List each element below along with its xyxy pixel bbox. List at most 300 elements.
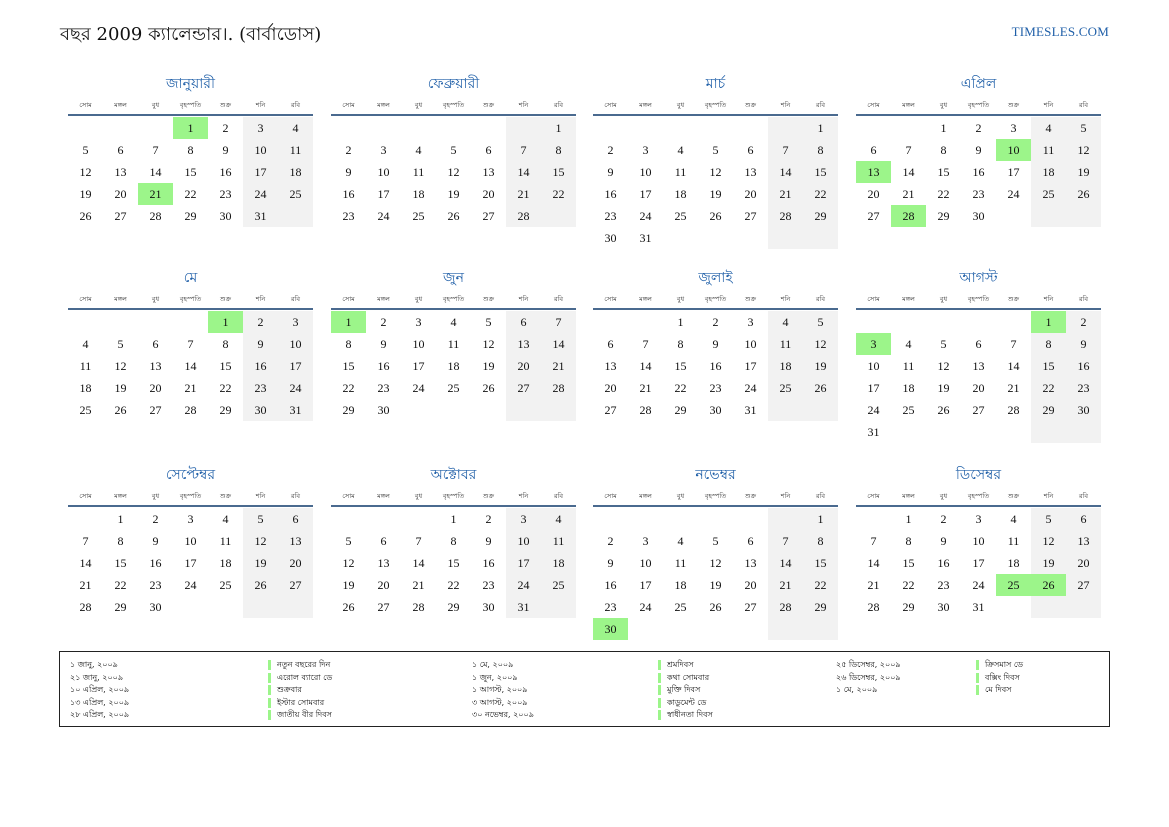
day-cell[interactable]: 5 xyxy=(1031,508,1066,530)
day-cell[interactable]: 17 xyxy=(506,552,541,574)
day-cell[interactable]: 14 xyxy=(412,556,425,570)
day-cell[interactable]: 30 xyxy=(149,600,162,614)
day-cell[interactable]: 1 xyxy=(331,311,366,333)
day-cell[interactable]: 12 xyxy=(243,530,278,552)
day-cell[interactable]: 22 xyxy=(803,574,838,596)
day-cell[interactable]: 23 xyxy=(1066,377,1101,399)
day-cell[interactable]: 5 xyxy=(712,143,719,157)
day-cell[interactable]: 26 xyxy=(1066,183,1101,205)
day-cell[interactable]: 1 xyxy=(905,512,912,526)
day-cell[interactable]: 30 xyxy=(937,600,950,614)
day-cell[interactable]: 13 xyxy=(149,359,162,373)
day-cell[interactable]: 25 xyxy=(541,574,576,596)
day-cell[interactable]: 22 xyxy=(541,183,576,205)
day-cell[interactable]: 19 xyxy=(342,578,355,592)
day-cell[interactable]: 5 xyxy=(803,311,838,333)
day-cell[interactable]: 1 xyxy=(541,117,576,139)
day-cell[interactable]: 31 xyxy=(506,596,541,618)
day-cell[interactable]: 8 xyxy=(940,143,947,157)
day-cell[interactable]: 18 xyxy=(1031,161,1066,183)
day-cell[interactable]: 24 xyxy=(278,377,313,399)
day-cell[interactable]: 8 xyxy=(677,337,684,351)
day-cell[interactable]: 5 xyxy=(940,337,947,351)
day-cell[interactable]: 7 xyxy=(541,311,576,333)
day-cell[interactable]: 13 xyxy=(744,556,757,570)
day-cell[interactable]: 1 xyxy=(940,121,947,135)
day-cell[interactable]: 30 xyxy=(243,399,278,421)
day-cell[interactable]: 22 xyxy=(219,381,232,395)
day-cell[interactable]: 8 xyxy=(117,534,124,548)
day-cell[interactable]: 29 xyxy=(803,205,838,227)
day-cell[interactable]: 12 xyxy=(79,165,92,179)
day-cell[interactable]: 13 xyxy=(506,333,541,355)
day-cell[interactable]: 25 xyxy=(447,381,460,395)
day-cell[interactable]: 18 xyxy=(1007,556,1020,570)
day-cell[interactable]: 26 xyxy=(482,381,495,395)
day-cell[interactable]: 2 xyxy=(607,143,614,157)
day-cell[interactable]: 31 xyxy=(278,399,313,421)
day-cell[interactable]: 10 xyxy=(278,333,313,355)
day-cell[interactable]: 23 xyxy=(219,187,232,201)
day-cell[interactable]: 24 xyxy=(744,381,757,395)
day-cell[interactable]: 23 xyxy=(342,209,355,223)
day-cell[interactable]: 14 xyxy=(639,359,652,373)
day-cell[interactable]: 4 xyxy=(1010,512,1017,526)
day-cell[interactable]: 14 xyxy=(768,161,803,183)
day-cell[interactable]: 23 xyxy=(149,578,162,592)
day-cell[interactable]: 27 xyxy=(1066,574,1101,596)
day-cell[interactable]: 6 xyxy=(975,337,982,351)
day-cell[interactable]: 20 xyxy=(278,552,313,574)
day-cell[interactable]: 3 xyxy=(243,117,278,139)
day-cell[interactable]: 20 xyxy=(149,381,162,395)
day-cell[interactable]: 20 xyxy=(744,578,757,592)
day-cell[interactable]: 8 xyxy=(541,139,576,161)
day-cell[interactable]: 22 xyxy=(447,578,460,592)
day-cell[interactable]: 18 xyxy=(674,578,687,592)
day-cell[interactable]: 6 xyxy=(278,508,313,530)
day-cell[interactable]: 13 xyxy=(604,359,617,373)
day-cell[interactable]: 21 xyxy=(768,183,803,205)
day-cell[interactable]: 6 xyxy=(506,311,541,333)
day-cell[interactable]: 9 xyxy=(712,337,719,351)
day-cell[interactable]: 15 xyxy=(674,359,687,373)
day-cell[interactable]: 8 xyxy=(1031,333,1066,355)
day-cell[interactable]: 17 xyxy=(1007,165,1020,179)
day-cell[interactable]: 9 xyxy=(222,143,229,157)
day-cell[interactable]: 13 xyxy=(114,165,127,179)
day-cell[interactable]: 2 xyxy=(222,121,229,135)
day-cell[interactable]: 9 xyxy=(1066,333,1101,355)
day-cell[interactable]: 24 xyxy=(972,578,985,592)
day-cell[interactable]: 20 xyxy=(972,381,985,395)
day-cell[interactable]: 7 xyxy=(905,143,912,157)
day-cell[interactable]: 11 xyxy=(219,534,232,548)
day-cell[interactable]: 9 xyxy=(243,333,278,355)
day-cell[interactable]: 18 xyxy=(447,359,460,373)
day-cell[interactable]: 27 xyxy=(149,403,162,417)
day-cell[interactable]: 14 xyxy=(768,552,803,574)
day-cell[interactable]: 16 xyxy=(219,165,232,179)
day-cell[interactable]: 30 xyxy=(604,231,617,245)
day-cell[interactable]: 13 xyxy=(482,165,495,179)
day-cell[interactable]: 16 xyxy=(604,578,617,592)
day-cell[interactable]: 10 xyxy=(972,534,985,548)
day-cell[interactable]: 6 xyxy=(747,534,754,548)
day-cell[interactable]: 14 xyxy=(867,556,880,570)
day-cell[interactable]: 7 xyxy=(768,530,803,552)
day-cell[interactable]: 24 xyxy=(184,578,197,592)
day-cell[interactable]: 13 xyxy=(377,556,390,570)
day-cell[interactable]: 31 xyxy=(639,231,652,245)
day-cell[interactable]: 15 xyxy=(902,556,915,570)
day-cell[interactable]: 20 xyxy=(482,187,495,201)
day-cell[interactable]: 13 xyxy=(744,165,757,179)
day-cell[interactable]: 7 xyxy=(82,534,89,548)
day-cell[interactable]: 1 xyxy=(117,512,124,526)
day-cell[interactable]: 6 xyxy=(380,534,387,548)
day-cell[interactable]: 19 xyxy=(803,355,838,377)
day-cell[interactable]: 29 xyxy=(803,596,838,618)
day-cell[interactable]: 26 xyxy=(709,209,722,223)
day-cell[interactable]: 9 xyxy=(152,534,159,548)
site-link[interactable]: TIMESLES.COM xyxy=(1011,24,1109,39)
day-cell[interactable]: 6 xyxy=(152,337,159,351)
day-cell[interactable]: 5 xyxy=(243,508,278,530)
day-cell[interactable]: 7 xyxy=(415,534,422,548)
day-cell[interactable]: 16 xyxy=(243,355,278,377)
day-cell[interactable]: 16 xyxy=(342,187,355,201)
day-cell[interactable]: 28 xyxy=(412,600,425,614)
day-cell[interactable]: 9 xyxy=(975,143,982,157)
day-cell[interactable]: 19 xyxy=(243,552,278,574)
day-cell[interactable]: 25 xyxy=(674,209,687,223)
day-cell[interactable]: 6 xyxy=(607,337,614,351)
day-cell[interactable]: 2 xyxy=(380,315,387,329)
day-cell[interactable]: 15 xyxy=(114,556,127,570)
day-cell[interactable]: 20 xyxy=(604,381,617,395)
day-cell[interactable]: 14 xyxy=(1007,359,1020,373)
day-cell[interactable]: 29 xyxy=(184,209,197,223)
day-cell[interactable]: 28 xyxy=(79,600,92,614)
day-cell[interactable]: 22 xyxy=(803,183,838,205)
day-cell[interactable]: 3 xyxy=(187,512,194,526)
day-cell[interactable]: 14 xyxy=(506,161,541,183)
day-cell[interactable]: 10 xyxy=(639,556,652,570)
day-cell[interactable]: 19 xyxy=(709,578,722,592)
day-cell[interactable]: 11 xyxy=(541,530,576,552)
day-cell[interactable]: 23 xyxy=(482,578,495,592)
day-cell[interactable]: 19 xyxy=(709,187,722,201)
day-cell[interactable]: 16 xyxy=(709,359,722,373)
day-cell[interactable]: 21 xyxy=(541,355,576,377)
day-cell[interactable]: 24 xyxy=(867,403,880,417)
day-cell[interactable]: 14 xyxy=(902,165,915,179)
day-cell[interactable]: 19 xyxy=(1031,552,1066,574)
day-cell[interactable]: 4 xyxy=(82,337,89,351)
day-cell[interactable]: 7 xyxy=(506,139,541,161)
day-cell[interactable]: 8 xyxy=(450,534,457,548)
day-cell[interactable]: 28 xyxy=(506,205,541,227)
day-cell[interactable]: 4 xyxy=(677,143,684,157)
day-cell[interactable]: 1 xyxy=(803,117,838,139)
day-cell[interactable]: 19 xyxy=(79,187,92,201)
day-cell[interactable]: 25 xyxy=(996,574,1031,596)
day-cell[interactable]: 7 xyxy=(1010,337,1017,351)
day-cell[interactable]: 4 xyxy=(450,315,457,329)
day-cell[interactable]: 26 xyxy=(937,403,950,417)
day-cell[interactable]: 29 xyxy=(114,600,127,614)
day-cell[interactable]: 3 xyxy=(975,512,982,526)
day-cell[interactable]: 28 xyxy=(867,600,880,614)
day-cell[interactable]: 13 xyxy=(972,359,985,373)
day-cell[interactable]: 28 xyxy=(891,205,926,227)
day-cell[interactable]: 24 xyxy=(506,574,541,596)
day-cell[interactable]: 10 xyxy=(184,534,197,548)
day-cell[interactable]: 5 xyxy=(345,534,352,548)
day-cell[interactable]: 30 xyxy=(377,403,390,417)
day-cell[interactable]: 30 xyxy=(593,618,628,640)
day-cell[interactable]: 4 xyxy=(1031,117,1066,139)
day-cell[interactable]: 21 xyxy=(639,381,652,395)
day-cell[interactable]: 2 xyxy=(607,534,614,548)
day-cell[interactable]: 7 xyxy=(642,337,649,351)
day-cell[interactable]: 25 xyxy=(219,578,232,592)
day-cell[interactable]: 22 xyxy=(184,187,197,201)
day-cell[interactable]: 12 xyxy=(937,359,950,373)
day-cell[interactable]: 28 xyxy=(149,209,162,223)
day-cell[interactable]: 7 xyxy=(152,143,159,157)
day-cell[interactable]: 17 xyxy=(184,556,197,570)
day-cell[interactable]: 22 xyxy=(1031,377,1066,399)
day-cell[interactable]: 30 xyxy=(482,600,495,614)
day-cell[interactable]: 10 xyxy=(639,165,652,179)
day-cell[interactable]: 11 xyxy=(902,359,915,373)
day-cell[interactable]: 26 xyxy=(79,209,92,223)
day-cell[interactable]: 8 xyxy=(803,139,838,161)
day-cell[interactable]: 17 xyxy=(867,381,880,395)
day-cell[interactable]: 11 xyxy=(674,165,687,179)
day-cell[interactable]: 23 xyxy=(604,600,617,614)
day-cell[interactable]: 12 xyxy=(803,333,838,355)
day-cell[interactable]: 15 xyxy=(447,556,460,570)
day-cell[interactable]: 17 xyxy=(243,161,278,183)
day-cell[interactable]: 12 xyxy=(342,556,355,570)
day-cell[interactable]: 18 xyxy=(219,556,232,570)
day-cell[interactable]: 28 xyxy=(768,205,803,227)
day-cell[interactable]: 30 xyxy=(1066,399,1101,421)
day-cell[interactable]: 3 xyxy=(856,333,891,355)
day-cell[interactable]: 12 xyxy=(482,337,495,351)
day-cell[interactable]: 15 xyxy=(342,359,355,373)
day-cell[interactable]: 2 xyxy=(1066,311,1101,333)
day-cell[interactable]: 5 xyxy=(1066,117,1101,139)
day-cell[interactable]: 24 xyxy=(412,381,425,395)
day-cell[interactable]: 31 xyxy=(744,403,757,417)
day-cell[interactable]: 21 xyxy=(902,187,915,201)
day-cell[interactable]: 21 xyxy=(867,578,880,592)
day-cell[interactable]: 12 xyxy=(1031,530,1066,552)
day-cell[interactable]: 3 xyxy=(278,311,313,333)
day-cell[interactable]: 17 xyxy=(744,359,757,373)
day-cell[interactable]: 10 xyxy=(377,165,390,179)
day-cell[interactable]: 28 xyxy=(639,403,652,417)
day-cell[interactable]: 1 xyxy=(173,117,208,139)
day-cell[interactable]: 16 xyxy=(149,556,162,570)
day-cell[interactable]: 29 xyxy=(937,209,950,223)
day-cell[interactable]: 23 xyxy=(604,209,617,223)
day-cell[interactable]: 4 xyxy=(222,512,229,526)
day-cell[interactable]: 22 xyxy=(937,187,950,201)
day-cell[interactable]: 15 xyxy=(803,552,838,574)
day-cell[interactable]: 5 xyxy=(485,315,492,329)
day-cell[interactable]: 30 xyxy=(972,209,985,223)
day-cell[interactable]: 11 xyxy=(768,333,803,355)
day-cell[interactable]: 11 xyxy=(674,556,687,570)
day-cell[interactable]: 18 xyxy=(768,355,803,377)
day-cell[interactable]: 12 xyxy=(709,556,722,570)
day-cell[interactable]: 22 xyxy=(674,381,687,395)
day-cell[interactable]: 4 xyxy=(415,143,422,157)
day-cell[interactable]: 22 xyxy=(342,381,355,395)
day-cell[interactable]: 23 xyxy=(709,381,722,395)
day-cell[interactable]: 2 xyxy=(152,512,159,526)
day-cell[interactable]: 24 xyxy=(243,183,278,205)
day-cell[interactable]: 18 xyxy=(412,187,425,201)
day-cell[interactable]: 20 xyxy=(377,578,390,592)
day-cell[interactable]: 18 xyxy=(674,187,687,201)
day-cell[interactable]: 21 xyxy=(506,183,541,205)
day-cell[interactable]: 16 xyxy=(1066,355,1101,377)
day-cell[interactable]: 20 xyxy=(867,187,880,201)
day-cell[interactable]: 26 xyxy=(114,403,127,417)
day-cell[interactable]: 10 xyxy=(243,139,278,161)
day-cell[interactable]: 26 xyxy=(1031,574,1066,596)
day-cell[interactable]: 21 xyxy=(138,183,173,205)
day-cell[interactable]: 18 xyxy=(902,381,915,395)
day-cell[interactable]: 2 xyxy=(345,143,352,157)
day-cell[interactable]: 7 xyxy=(768,139,803,161)
day-cell[interactable]: 15 xyxy=(937,165,950,179)
day-cell[interactable]: 11 xyxy=(412,165,425,179)
day-cell[interactable]: 10 xyxy=(867,359,880,373)
day-cell[interactable]: 29 xyxy=(674,403,687,417)
day-cell[interactable]: 18 xyxy=(79,381,92,395)
day-cell[interactable]: 14 xyxy=(79,556,92,570)
day-cell[interactable]: 5 xyxy=(82,143,89,157)
day-cell[interactable]: 8 xyxy=(222,337,229,351)
day-cell[interactable]: 19 xyxy=(482,359,495,373)
day-cell[interactable]: 22 xyxy=(114,578,127,592)
day-cell[interactable]: 3 xyxy=(642,534,649,548)
day-cell[interactable]: 8 xyxy=(803,530,838,552)
day-cell[interactable]: 19 xyxy=(447,187,460,201)
day-cell[interactable]: 6 xyxy=(117,143,124,157)
day-cell[interactable]: 15 xyxy=(184,165,197,179)
day-cell[interactable]: 17 xyxy=(639,187,652,201)
day-cell[interactable]: 12 xyxy=(1066,139,1101,161)
day-cell[interactable]: 6 xyxy=(870,143,877,157)
day-cell[interactable]: 12 xyxy=(709,165,722,179)
day-cell[interactable]: 1 xyxy=(677,315,684,329)
day-cell[interactable]: 8 xyxy=(905,534,912,548)
day-cell[interactable]: 9 xyxy=(485,534,492,548)
day-cell[interactable]: 15 xyxy=(803,161,838,183)
day-cell[interactable]: 20 xyxy=(744,187,757,201)
day-cell[interactable]: 25 xyxy=(79,403,92,417)
day-cell[interactable]: 17 xyxy=(377,187,390,201)
day-cell[interactable]: 9 xyxy=(940,534,947,548)
day-cell[interactable]: 29 xyxy=(1031,399,1066,421)
day-cell[interactable]: 5 xyxy=(450,143,457,157)
day-cell[interactable]: 1 xyxy=(1031,311,1066,333)
day-cell[interactable]: 11 xyxy=(1007,534,1020,548)
day-cell[interactable]: 20 xyxy=(114,187,127,201)
day-cell[interactable]: 12 xyxy=(447,165,460,179)
day-cell[interactable]: 17 xyxy=(639,578,652,592)
day-cell[interactable]: 4 xyxy=(677,534,684,548)
day-cell[interactable]: 9 xyxy=(607,165,614,179)
day-cell[interactable]: 24 xyxy=(639,209,652,223)
day-cell[interactable]: 11 xyxy=(1031,139,1066,161)
day-cell[interactable]: 16 xyxy=(377,359,390,373)
day-cell[interactable]: 26 xyxy=(447,209,460,223)
day-cell[interactable]: 14 xyxy=(149,165,162,179)
day-cell[interactable]: 30 xyxy=(709,403,722,417)
day-cell[interactable]: 10 xyxy=(506,530,541,552)
day-cell[interactable]: 27 xyxy=(506,377,541,399)
day-cell[interactable]: 8 xyxy=(345,337,352,351)
day-cell[interactable]: 14 xyxy=(541,333,576,355)
day-cell[interactable]: 28 xyxy=(541,377,576,399)
day-cell[interactable]: 10 xyxy=(744,337,757,351)
day-cell[interactable]: 16 xyxy=(482,556,495,570)
day-cell[interactable]: 7 xyxy=(187,337,194,351)
day-cell[interactable]: 5 xyxy=(712,534,719,548)
day-cell[interactable]: 10 xyxy=(996,139,1031,161)
day-cell[interactable]: 20 xyxy=(506,355,541,377)
day-cell[interactable]: 8 xyxy=(187,143,194,157)
day-cell[interactable]: 16 xyxy=(937,556,950,570)
day-cell[interactable]: 27 xyxy=(377,600,390,614)
day-cell[interactable]: 22 xyxy=(902,578,915,592)
day-cell[interactable]: 31 xyxy=(867,425,880,439)
day-cell[interactable]: 12 xyxy=(114,359,127,373)
day-cell[interactable]: 13 xyxy=(856,161,891,183)
day-cell[interactable]: 19 xyxy=(937,381,950,395)
day-cell[interactable]: 21 xyxy=(412,578,425,592)
day-cell[interactable]: 27 xyxy=(278,574,313,596)
day-cell[interactable]: 9 xyxy=(607,556,614,570)
day-cell[interactable]: 25 xyxy=(1031,183,1066,205)
day-cell[interactable]: 15 xyxy=(219,359,232,373)
day-cell[interactable]: 25 xyxy=(278,183,313,205)
day-cell[interactable]: 4 xyxy=(768,311,803,333)
day-cell[interactable]: 19 xyxy=(114,381,127,395)
day-cell[interactable]: 4 xyxy=(278,117,313,139)
day-cell[interactable]: 26 xyxy=(709,600,722,614)
day-cell[interactable]: 27 xyxy=(482,209,495,223)
day-cell[interactable]: 4 xyxy=(541,508,576,530)
day-cell[interactable]: 10 xyxy=(412,337,425,351)
day-cell[interactable]: 24 xyxy=(377,209,390,223)
day-cell[interactable]: 15 xyxy=(541,161,576,183)
day-cell[interactable]: 18 xyxy=(278,161,313,183)
day-cell[interactable]: 2 xyxy=(485,512,492,526)
day-cell[interactable]: 27 xyxy=(604,403,617,417)
day-cell[interactable]: 11 xyxy=(79,359,92,373)
day-cell[interactable]: 1 xyxy=(450,512,457,526)
